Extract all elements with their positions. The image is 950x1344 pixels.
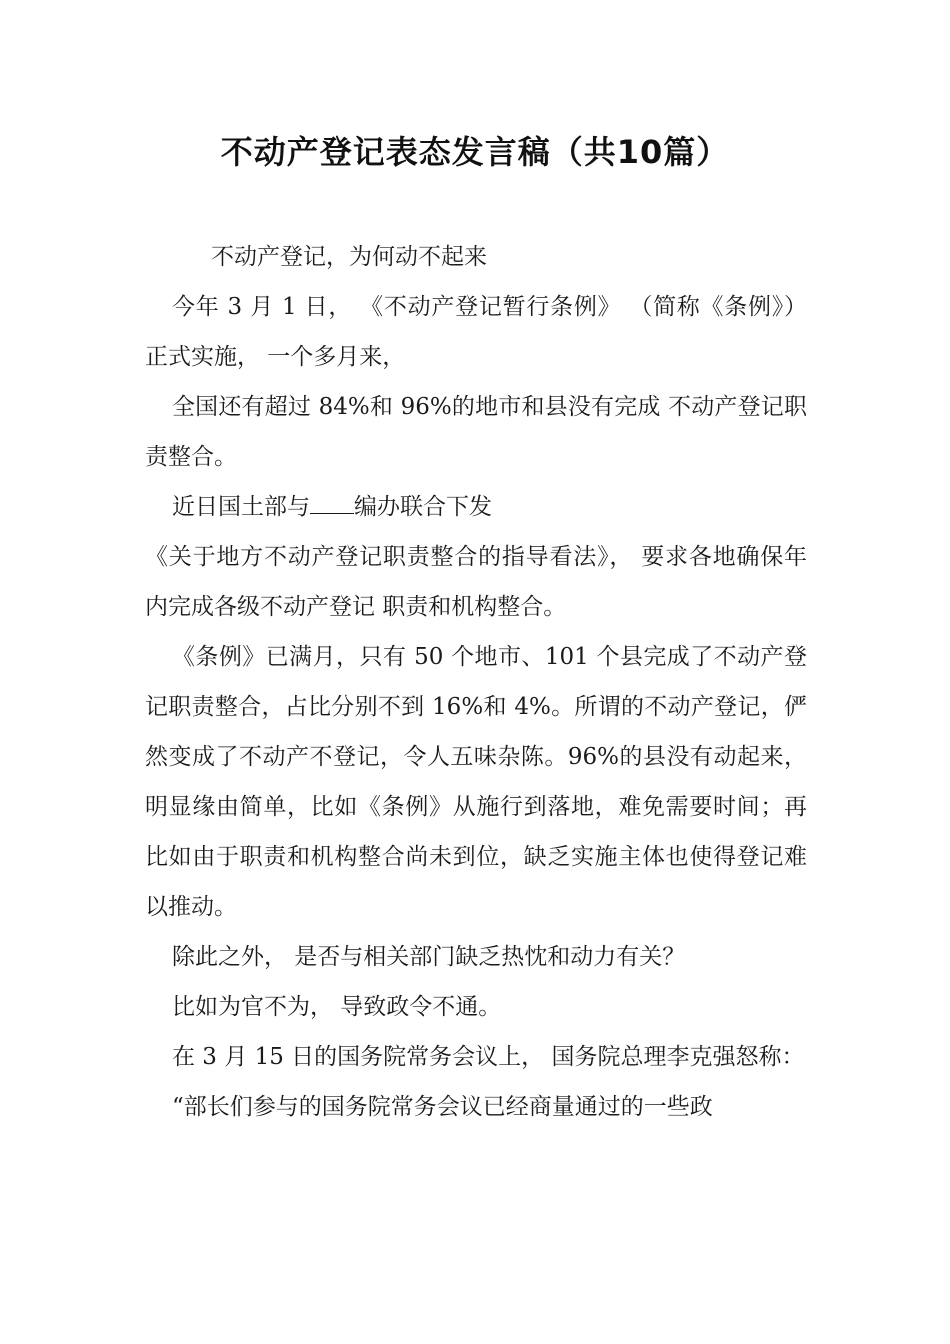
paragraph: 全国还有超过 84%和 96%的地市和县没有完成 不动产登记职责整合。 <box>145 394 807 470</box>
paragraph: 《关于地方不动产登记职责整合的指导看法》， 要求各地确保年内完成各级不动产登记 职责和机构整合。 <box>145 544 807 620</box>
paragraph: 比如为官不为， 导致政令不通。 <box>172 994 502 1020</box>
paragraph-text: 近日国土部与 <box>172 494 310 520</box>
paragraph: 《条例》已满月，只有 50 个地市、101 个县完成了不动产登记职责整合，占比分别不到 16%和 4%。所谓的不动产登记，俨然变成了不动产不登记，令人五味杂陈。96%的县没有动起来，明显缘由简单，比如《条例》从施行到落地，难免需要时间；再比如由于职责和机构整合尚未到位，缺乏实施主体也使得登记难以推动。 <box>145 644 807 920</box>
paragraph: 除此之外， 是否与相关部门缺乏热忱和动力有关？ <box>172 944 686 970</box>
paragraph: 在 3 月 15 日的国务院常务会议上， 国务院总理李克强怒称： <box>172 1044 805 1070</box>
blank-underline <box>310 490 354 514</box>
document-body <box>145 232 807 1132</box>
document-title: 不动产登记表态发言稿（共10篇） <box>220 133 730 171</box>
paragraph-subtitle: 不动产登记，为何动不起来 <box>211 244 487 270</box>
paragraph <box>145 482 807 532</box>
paragraph: “部长们参与的国务院常务会议已经商量通过的一些政 <box>172 1094 713 1120</box>
paragraph: 今年 3 月 1 日， 《不动产登记暂行条例》 （简称《条例》）正式实施， 一个多月来， <box>145 294 807 370</box>
paragraph-text: 编办联合下发 <box>354 494 492 520</box>
